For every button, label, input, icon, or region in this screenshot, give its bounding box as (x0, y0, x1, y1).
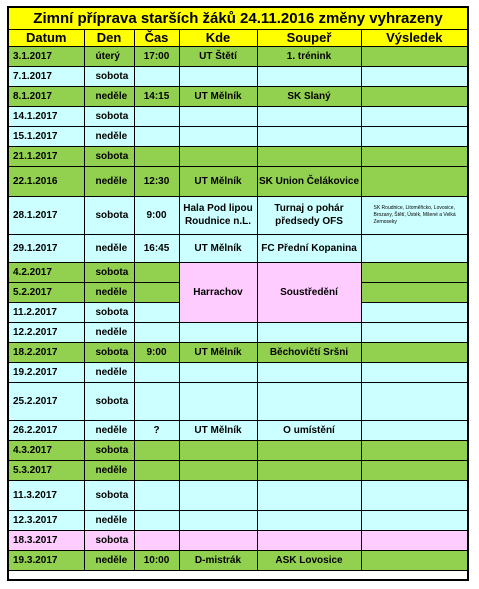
cell-kde: UT Mělník (179, 421, 257, 441)
cell-den: úterý (84, 47, 134, 67)
table-row (9, 147, 467, 167)
cell-datum: 12.3.2017 (9, 511, 84, 531)
cell-den: sobota (84, 147, 134, 167)
cell-cas (134, 363, 179, 383)
cell-datum: 21.1.2017 (9, 147, 84, 167)
table-row (9, 481, 467, 511)
table-row (9, 263, 467, 283)
table-row (9, 511, 467, 531)
cell-den: neděle (84, 127, 134, 147)
cell-datum: 18.2.2017 (9, 343, 84, 363)
cell-kde: Hala Pod lipou Roudnice n.L. (179, 197, 257, 235)
cell-cas: 16:45 (134, 235, 179, 263)
cell-vysledek (361, 283, 467, 303)
cell-den: sobota (84, 303, 134, 323)
cell-souper (257, 107, 361, 127)
cell-kde (179, 461, 257, 481)
cell-souper (257, 383, 361, 421)
table-row (9, 551, 467, 571)
table-row (9, 167, 467, 197)
cell-vysledek (361, 511, 467, 531)
cell-den: neděle (84, 87, 134, 107)
cell-cas (134, 127, 179, 147)
cell-vysledek (361, 323, 467, 343)
cell-kde: Harrachov (179, 263, 257, 323)
cell-souper: Běchovičtí Sršni (257, 343, 361, 363)
cell-datum: 3.1.2017 (9, 47, 84, 67)
table-row (9, 441, 467, 461)
column-header-vysledek: Výsledek (361, 30, 467, 47)
cell-cas (134, 107, 179, 127)
cell-kde (179, 383, 257, 421)
cell-datum: 4.3.2017 (9, 441, 84, 461)
cell-cas (134, 263, 179, 283)
cell-den: neděle (84, 283, 134, 303)
cell-cas (134, 383, 179, 421)
cell-vysledek (361, 303, 467, 323)
cell-kde: UT Mělník (179, 235, 257, 263)
cell-cas (134, 511, 179, 531)
cell-souper (257, 127, 361, 147)
cell-datum: 25.2.2017 (9, 383, 84, 421)
cell-datum: 29.1.2017 (9, 235, 84, 263)
cell-den: sobota (84, 383, 134, 421)
cell-kde (179, 107, 257, 127)
cell-den: sobota (84, 107, 134, 127)
cell-datum: 19.2.2017 (9, 363, 84, 383)
cell-kde (179, 67, 257, 87)
column-header-souper: Soupeř (257, 30, 361, 47)
schedule-table (9, 30, 467, 571)
cell-souper (257, 461, 361, 481)
cell-vysledek (361, 551, 467, 571)
cell-souper (257, 363, 361, 383)
cell-vysledek (361, 481, 467, 511)
cell-kde (179, 481, 257, 511)
cell-datum: 18.3.2017 (9, 531, 84, 551)
table-row (9, 47, 467, 67)
cell-souper: FC Přední Kopanina (257, 235, 361, 263)
cell-den: neděle (84, 235, 134, 263)
cell-vysledek (361, 87, 467, 107)
cell-kde: UT Mělník (179, 167, 257, 197)
cell-vysledek (361, 147, 467, 167)
cell-datum: 22.1.2016 (9, 167, 84, 197)
cell-souper: O umístění (257, 421, 361, 441)
cell-datum: 26.2.2017 (9, 421, 84, 441)
cell-datum: 11.3.2017 (9, 481, 84, 511)
cell-datum: 5.3.2017 (9, 461, 84, 481)
cell-souper (257, 511, 361, 531)
cell-kde (179, 441, 257, 461)
table-row (9, 343, 467, 363)
cell-cas (134, 303, 179, 323)
cell-cas (134, 461, 179, 481)
cell-den: neděle (84, 421, 134, 441)
cell-datum: 8.1.2017 (9, 87, 84, 107)
cell-den: sobota (84, 481, 134, 511)
table-row (9, 107, 467, 127)
cell-souper (257, 531, 361, 551)
cell-den: neděle (84, 551, 134, 571)
cell-kde (179, 363, 257, 383)
cell-datum: 28.1.2017 (9, 197, 84, 235)
cell-vysledek (361, 47, 467, 67)
table-row (9, 127, 467, 147)
cell-vysledek (361, 167, 467, 197)
cell-souper (257, 67, 361, 87)
cell-kde (179, 323, 257, 343)
cell-den: neděle (84, 323, 134, 343)
cell-souper: 1. trénink (257, 47, 361, 67)
table-row (9, 461, 467, 481)
cell-souper (257, 147, 361, 167)
cell-cas (134, 323, 179, 343)
cell-souper (257, 323, 361, 343)
cell-den: sobota (84, 263, 134, 283)
cell-kde (179, 127, 257, 147)
column-header-kde: Kde (179, 30, 257, 47)
cell-cas: 12:30 (134, 167, 179, 197)
cell-vysledek (361, 127, 467, 147)
cell-cas (134, 441, 179, 461)
cell-datum: 15.1.2017 (9, 127, 84, 147)
sheet-title: Zimní příprava starších žáků 24.11.2016 změny vyhrazeny (9, 8, 467, 30)
cell-cas: 17:00 (134, 47, 179, 67)
cell-vysledek: SK Roudnice, Litoměřicko, Lovosice, Brozany, Štětí, Ústék, Mšené a Velká Zernoseky (361, 197, 467, 235)
cell-den: sobota (84, 67, 134, 87)
cell-den: sobota (84, 531, 134, 551)
cell-datum: 12.2.2017 (9, 323, 84, 343)
cell-cas (134, 67, 179, 87)
cell-vysledek (361, 67, 467, 87)
cell-datum: 19.3.2017 (9, 551, 84, 571)
column-header-datum: Datum (9, 30, 84, 47)
cell-vysledek (361, 363, 467, 383)
cell-souper (257, 481, 361, 511)
cell-vysledek (361, 263, 467, 283)
cell-vysledek (361, 441, 467, 461)
cell-kde (179, 511, 257, 531)
cell-cas: 10:00 (134, 551, 179, 571)
cell-souper: Soustředění (257, 263, 361, 323)
cell-datum: 5.2.2017 (9, 283, 84, 303)
cell-vysledek (361, 235, 467, 263)
cell-cas: ? (134, 421, 179, 441)
cell-datum: 7.1.2017 (9, 67, 84, 87)
cell-den: sobota (84, 441, 134, 461)
cell-kde: UT Mělník (179, 87, 257, 107)
schedule-sheet (7, 6, 469, 581)
cell-datum: 14.1.2017 (9, 107, 84, 127)
cell-den: neděle (84, 363, 134, 383)
header-row (9, 30, 467, 47)
column-header-cas: Čas (134, 30, 179, 47)
cell-souper: SK Slaný (257, 87, 361, 107)
cell-cas (134, 531, 179, 551)
cell-cas (134, 481, 179, 511)
table-row (9, 383, 467, 421)
cell-vysledek (361, 461, 467, 481)
cell-souper: Turnaj o pohár předsedy OFS (257, 197, 361, 235)
table-row (9, 67, 467, 87)
table-row (9, 363, 467, 383)
cell-souper: SK Union Čelákovice (257, 167, 361, 197)
table-row (9, 421, 467, 441)
cell-cas (134, 147, 179, 167)
cell-kde (179, 531, 257, 551)
cell-den: neděle (84, 461, 134, 481)
table-row (9, 87, 467, 107)
cell-souper: ASK Lovosice (257, 551, 361, 571)
cell-datum: 4.2.2017 (9, 263, 84, 283)
cell-cas: 9:00 (134, 197, 179, 235)
cell-cas: 14:15 (134, 87, 179, 107)
cell-vysledek (361, 107, 467, 127)
cell-cas: 9:00 (134, 343, 179, 363)
table-row (9, 531, 467, 551)
cell-vysledek (361, 343, 467, 363)
cell-kde: UT Mělník (179, 343, 257, 363)
cell-den: neděle (84, 167, 134, 197)
cell-kde: D-mistrák (179, 551, 257, 571)
column-header-den: Den (84, 30, 134, 47)
table-row (9, 197, 467, 235)
table-row (9, 235, 467, 263)
cell-den: sobota (84, 197, 134, 235)
table-row (9, 323, 467, 343)
cell-den: neděle (84, 511, 134, 531)
cell-datum: 11.2.2017 (9, 303, 84, 323)
cell-vysledek (361, 383, 467, 421)
cell-kde (179, 147, 257, 167)
cell-cas (134, 283, 179, 303)
cell-kde: UT Štětí (179, 47, 257, 67)
cell-vysledek (361, 421, 467, 441)
cell-den: sobota (84, 343, 134, 363)
cell-vysledek (361, 531, 467, 551)
cell-souper (257, 441, 361, 461)
